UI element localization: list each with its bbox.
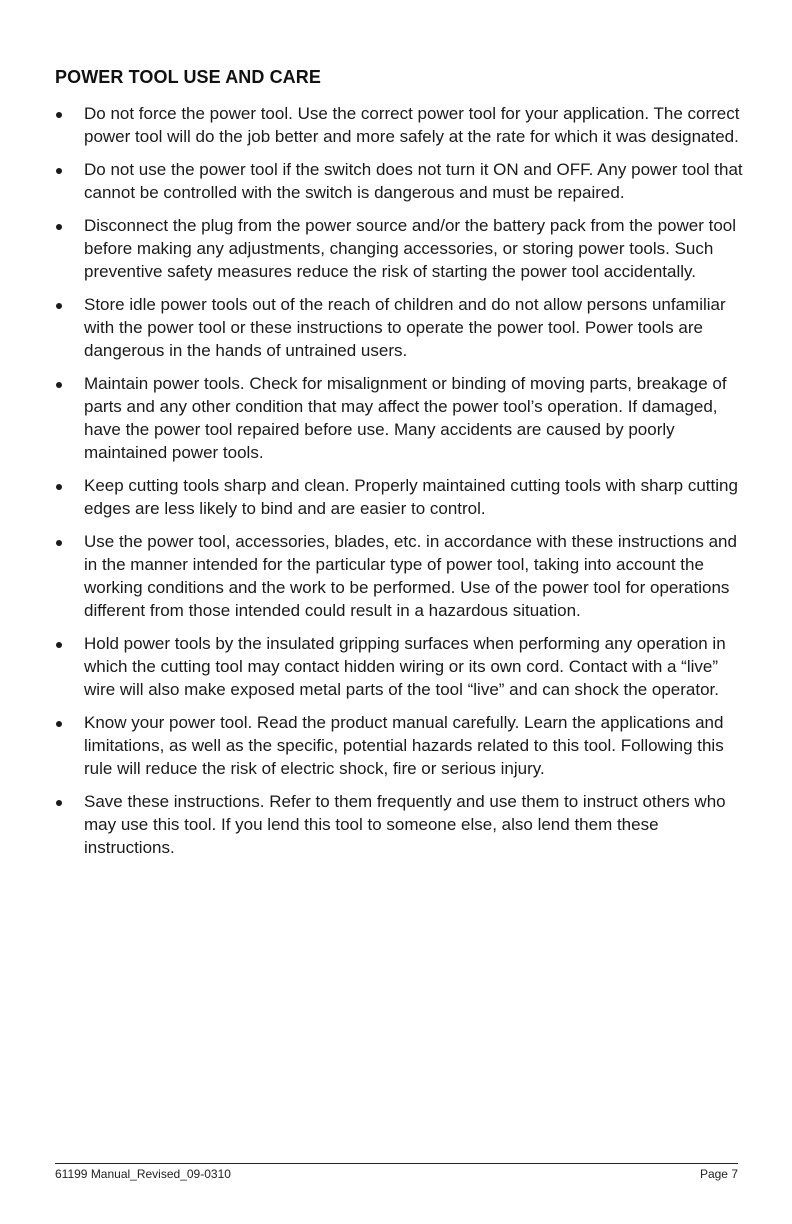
list-item-text: Disconnect the plug from the power source and/or the battery pack from the power tool before making any adjustments, changing accessories, or storing power tools. Such preventive safety measures reduce the risk of starting the power tool accidentally.: [84, 216, 737, 281]
list-item: [55, 158, 745, 204]
list-item: [55, 474, 745, 520]
bullet-icon: [56, 721, 62, 727]
bullet-icon: [56, 540, 62, 546]
bullet-icon: [56, 484, 62, 490]
list-item-text: Hold power tools by the insulated gripping surfaces when performing any operation in which the cutting tool may contact hidden wiring or its own cord. Contact with a “live” wire will also make exposed metal parts of the tool “live” and can shock the operator.: [84, 634, 726, 699]
list-item-text: Keep cutting tools sharp and clean. Properly maintained cutting tools with sharp cutting edges are less likely to bind and are easier to control.: [84, 476, 738, 518]
bullet-icon: [56, 800, 62, 806]
list-item: [55, 632, 745, 701]
list-item: [55, 102, 745, 148]
list-item: [55, 530, 745, 622]
footer-divider: [55, 1163, 738, 1164]
list-item: [55, 372, 745, 464]
list-item-text: Know your power tool. Read the product manual carefully. Learn the applications and limitations, as well as the specific, potential hazards related to this tool. Following this rule will reduce the risk of electric shock, fire or serious injury.: [84, 713, 724, 778]
list-item: [55, 790, 745, 859]
bullet-icon: [56, 224, 62, 230]
list-item-text: Do not force the power tool. Use the correct power tool for your application. The correct power tool will do the job better and more safely at the rate for which it was designated.: [84, 104, 740, 146]
list-item: [55, 293, 745, 362]
bullet-icon: [56, 112, 62, 118]
bullet-icon: [56, 642, 62, 648]
bullet-icon: [56, 168, 62, 174]
bullet-icon: [56, 303, 62, 309]
list-item-text: Maintain power tools. Check for misalignment or binding of moving parts, breakage of parts and any other condition that may affect the power tool’s operation. If damaged, have the power tool repaired before use. Many accidents are caused by poorly maintained power tools.: [84, 374, 727, 462]
list-item: [55, 214, 745, 283]
list-item-text: Do not use the power tool if the switch does not turn it ON and OFF. Any power tool that cannot be controlled with the switch is dangerous and must be repaired.: [84, 160, 743, 202]
list-item-text: Use the power tool, accessories, blades, etc. in accordance with these instructions and in the manner intended for the particular type of power tool, taking into account the working conditions and the work to be performed. Use of the power tool for operations different from those intended could result in a hazardous situation.: [84, 532, 737, 620]
list-item-text: Store idle power tools out of the reach of children and do not allow persons unfamiliar with the power tool or these instructions to operate the power tool. Power tools are dangerous in the hands of untrained users.: [84, 295, 726, 360]
safety-rules-list: [55, 102, 745, 869]
footer-page-number: Page 7: [699, 1167, 738, 1181]
bullet-icon: [56, 382, 62, 388]
page-title: POWER TOOL USE AND CARE: [55, 67, 321, 87]
list-item: [55, 711, 745, 780]
footer-document-id: 61199 Manual_Revised_09-0310: [55, 1167, 231, 1181]
list-item-text: Save these instructions. Refer to them frequently and use them to instruct others who may use this tool. If you lend this tool to someone else, also lend them these instructions.: [84, 792, 726, 857]
